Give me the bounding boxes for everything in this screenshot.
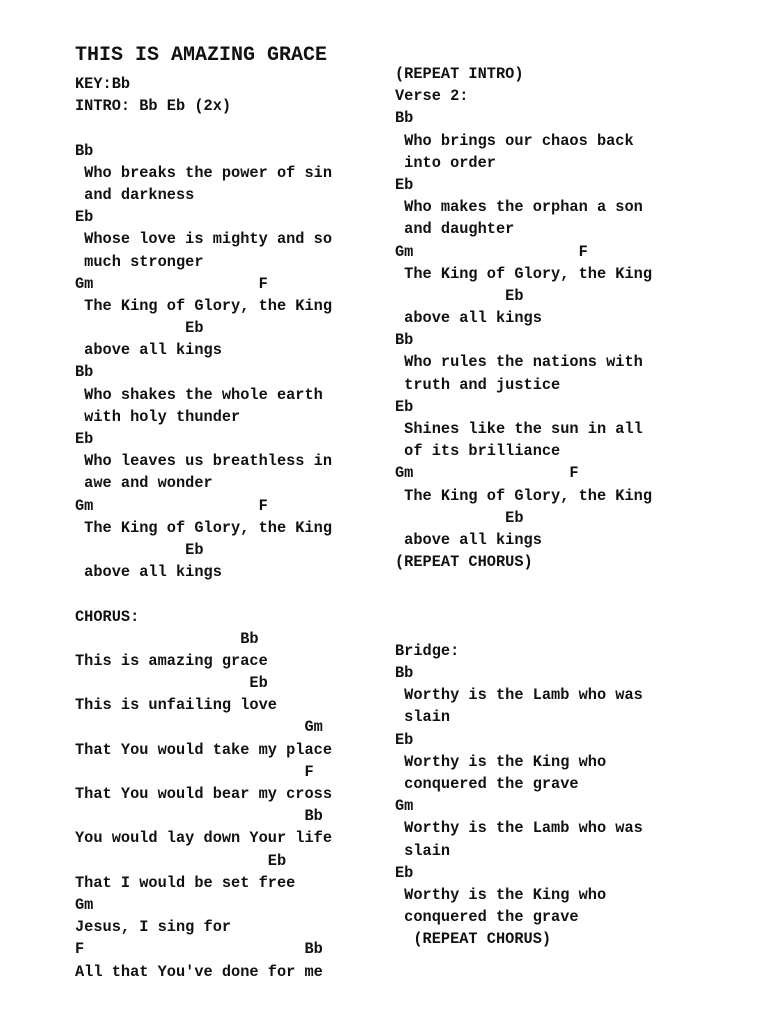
- lyric-line: Gm F: [75, 274, 268, 293]
- lyric-line: The King of Glory, the King: [395, 264, 653, 283]
- lyric-line: and daughter: [395, 220, 515, 239]
- lyric-line: Who makes the orphan a son: [395, 198, 643, 217]
- lyric-line: conquered the grave: [395, 908, 579, 927]
- lyric-line: (REPEAT CHORUS): [395, 930, 552, 949]
- lyric-line: Eb: [75, 430, 94, 448]
- lyric-line: Bridge:: [395, 641, 460, 660]
- lyric-line: into order: [395, 153, 496, 172]
- lyric-line: Worthy is the Lamb who was: [395, 819, 643, 838]
- lyric-line: Who breaks the power of sin: [75, 163, 333, 182]
- lyric-line: All that You've done for me: [75, 962, 323, 981]
- lyric-line: Gm: [395, 797, 414, 816]
- lyric-line: Gm F: [395, 242, 588, 261]
- lyric-line: This is unfailing love: [75, 696, 277, 715]
- lyric-line: CHORUS:: [75, 607, 140, 626]
- lyric-line: That You would take my place: [75, 740, 333, 759]
- lyric-line: of its brilliance: [395, 442, 561, 461]
- lyric-line: INTRO: Bb Eb (2x): [75, 97, 232, 116]
- lyric-line: Bb: [395, 109, 414, 128]
- lyric-line: That I would be set free: [75, 873, 296, 892]
- lyric-line: Eb: [395, 286, 524, 305]
- lyric-line: Eb: [75, 540, 204, 559]
- lyric-line: Eb: [395, 730, 414, 749]
- lyric-line: The King of Glory, the King: [75, 518, 333, 537]
- lyric-line: That You would bear my cross: [75, 785, 333, 803]
- lyric-line: Who brings our chaos back: [395, 131, 634, 150]
- lyric-line: slain: [395, 708, 451, 727]
- lyric-line: Eb: [75, 851, 287, 870]
- lyric-line: Eb: [395, 863, 414, 882]
- lyric-line: above all kings: [395, 309, 542, 328]
- lyric-line: Worthy is the King who: [395, 752, 607, 771]
- lyric-line: You would lay down Your life: [75, 829, 333, 848]
- lyric-line: Bb: [395, 331, 414, 350]
- lyric-line: Gm F: [395, 464, 579, 483]
- lyric-line: Verse 2:: [395, 87, 469, 106]
- lyric-line: much stronger: [75, 252, 204, 271]
- lyric-line: Gm: [75, 718, 323, 737]
- lyric-line: above all kings: [75, 563, 222, 582]
- lyric-line: Eb: [75, 674, 268, 693]
- lyric-line: [75, 583, 332, 605]
- lyric-line: above all kings: [75, 341, 222, 360]
- song-title: THIS IS AMAZING GRACE: [75, 44, 328, 67]
- lyric-line: Eb: [75, 319, 204, 338]
- lyric-line: [75, 117, 332, 139]
- lyric-line: Eb: [395, 508, 524, 527]
- lyric-line: KEY:Bb: [75, 75, 131, 93]
- lyric-line: conquered the grave: [395, 775, 579, 793]
- lyric-line: Bb: [75, 807, 323, 826]
- lyric-line: Who shakes the whole earth: [75, 385, 323, 404]
- lyric-line: truth and justice: [395, 375, 561, 394]
- lyric-line: [395, 573, 652, 595]
- lyric-line: Bb: [75, 629, 259, 648]
- left-column: [75, 73, 332, 983]
- lyric-line: Gm: [75, 895, 94, 914]
- lyric-line: Bb: [75, 141, 94, 160]
- lyric-line: Jesus, I sing for: [75, 918, 232, 937]
- lyric-line: Eb: [395, 175, 414, 194]
- lyric-line: Bb: [395, 664, 414, 683]
- lyric-line: Eb: [395, 397, 414, 416]
- lyric-line: The King of Glory, the King: [75, 296, 333, 315]
- lyric-line: and darkness: [75, 185, 195, 204]
- lyric-line: (REPEAT INTRO): [395, 65, 524, 83]
- lyric-line: slain: [395, 841, 451, 860]
- lyric-line: Eb: [75, 208, 94, 227]
- lyric-line: Who leaves us breathless in: [75, 452, 333, 471]
- right-column: [395, 63, 652, 951]
- lyric-line: This is amazing grace: [75, 651, 268, 670]
- lyric-line: Bb: [75, 363, 94, 382]
- lyric-line: [395, 618, 652, 640]
- lyric-line: above all kings: [395, 530, 542, 549]
- lyric-line: Shines like the sun in all: [395, 420, 643, 438]
- lyric-line: Whose love is mighty and so: [75, 230, 333, 249]
- lyric-line: The King of Glory, the King: [395, 486, 653, 505]
- lyric-line: Gm F: [75, 496, 268, 515]
- lyric-line: Worthy is the King who: [395, 885, 607, 904]
- lyric-line: awe and wonder: [75, 474, 213, 493]
- lyric-line: F: [75, 762, 314, 781]
- lyric-line: (REPEAT CHORUS): [395, 553, 533, 572]
- lyric-line: [395, 596, 652, 618]
- lyric-line: Worthy is the Lamb who was: [395, 686, 643, 705]
- lyric-line: F Bb: [75, 940, 323, 959]
- lyric-line: Who rules the nations with: [395, 353, 643, 372]
- lyric-line: with holy thunder: [75, 407, 241, 426]
